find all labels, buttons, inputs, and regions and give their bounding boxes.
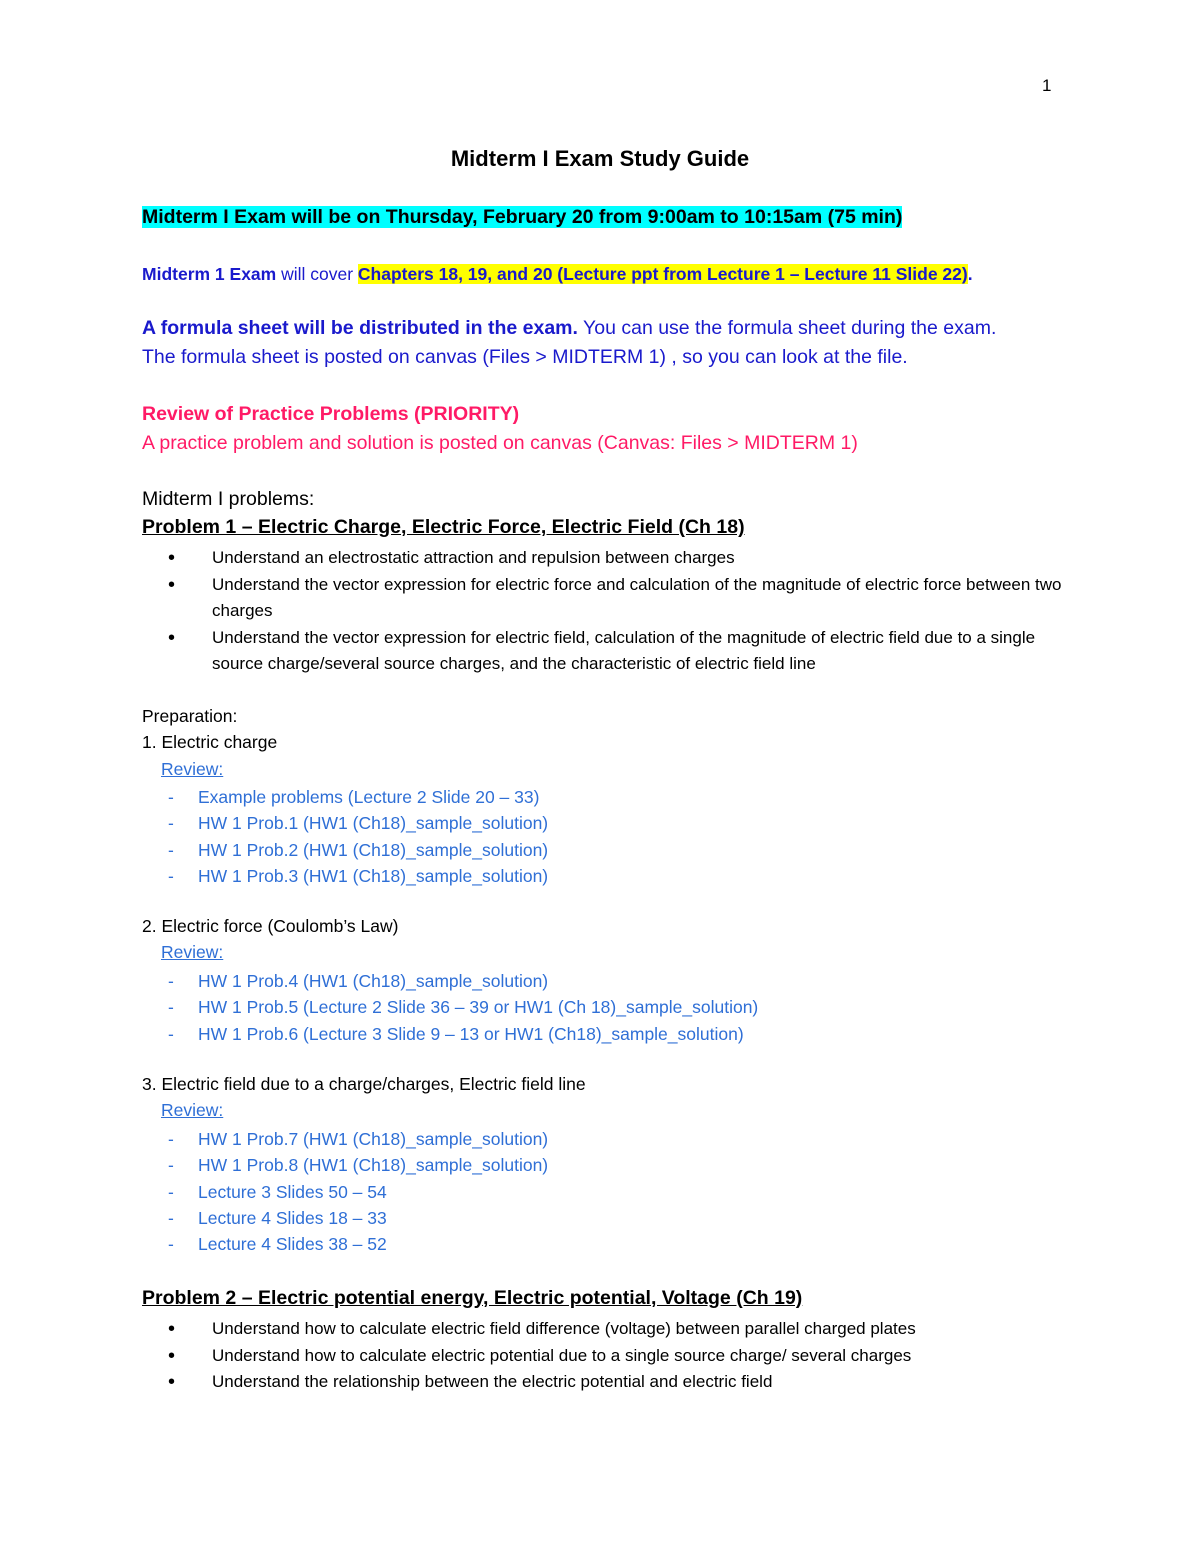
list-item[interactable]: - HW 1 Prob.4 (HW1 (Ch18)_sample_solution) — [168, 968, 758, 994]
list-item: • Understand how to calculate electric potential due to a single source charge/ several charges — [168, 1343, 1088, 1370]
practice-heading: Review of Practice Problems (PRIORITY) — [142, 403, 520, 425]
section3-review-link[interactable]: Review: — [161, 1100, 224, 1120]
section2-review-link[interactable]: Review: — [161, 942, 224, 962]
exam-date-line — [142, 206, 902, 229]
practice-text: A practice problem and solution is posted on canvas (Canvas: Files > MIDTERM 1) — [142, 432, 858, 454]
section2-items — [168, 968, 758, 1047]
exam-date-text: Midterm I Exam will be on Thursday, February 20 from 9:00am to 10:15am (75 min) — [142, 206, 903, 228]
formula-line-1 — [142, 317, 996, 340]
section3-title: 3. Electric field due to a charge/charges, Electric field line — [142, 1074, 586, 1094]
coverage-suffix: . — [967, 264, 973, 284]
list-item[interactable]: - Lecture 4 Slides 18 – 33 — [168, 1205, 548, 1231]
list-item[interactable]: - Lecture 3 Slides 50 – 54 — [168, 1179, 548, 1205]
formula-rest: You can use the formula sheet during the exam. — [577, 317, 997, 339]
list-item[interactable]: - HW 1 Prob.5 (Lecture 2 Slide 36 – 39 or HW1 (Ch 18)_sample_solution) — [168, 994, 758, 1020]
list-item: • Understand the vector expression for electric force and calculation of the magnitude of electric force between two charges — [168, 572, 1068, 625]
section1-review-link[interactable]: Review: — [161, 759, 224, 779]
list-item: • Understand the vector expression for electric field, calculation of the magnitude of electric field due to a single source charge/several source charges, and the characteristic of electric field line — [168, 625, 1068, 678]
list-item[interactable]: - HW 1 Prob.3 (HW1 (Ch18)_sample_solution) — [168, 863, 548, 889]
coverage-chapters: Chapters 18, 19, and 20 (Lecture ppt from Lecture 1 – Lecture 11 Slide 22) — [357, 264, 968, 284]
list-item: • Understand an electrostatic attraction and repulsion between charges — [168, 545, 1068, 572]
coverage-prefix: Midterm 1 Exam — [142, 264, 277, 284]
midterm-problems-label: Midterm I problems: — [142, 488, 315, 510]
problem2-heading: Problem 2 – Electric potential energy, Electric potential, Voltage (Ch 19) — [142, 1287, 803, 1309]
section1-items — [168, 784, 548, 889]
problem2-bullets — [168, 1316, 1088, 1396]
list-item: • Understand how to calculate electric field difference (voltage) between parallel charged plates — [168, 1316, 1088, 1343]
formula-line-2: The formula sheet is posted on canvas (Files > MIDTERM 1) , so you can look at the file. — [142, 346, 908, 368]
preparation-label: Preparation: — [142, 706, 238, 726]
list-item[interactable]: - HW 1 Prob.7 (HW1 (Ch18)_sample_solution) — [168, 1126, 548, 1152]
list-item[interactable]: - HW 1 Prob.8 (HW1 (Ch18)_sample_solution) — [168, 1152, 548, 1178]
list-item: • Understand the relationship between the electric potential and electric field — [168, 1369, 1088, 1396]
list-item[interactable]: - HW 1 Prob.1 (HW1 (Ch18)_sample_solution) — [168, 810, 548, 836]
problem1-heading: Problem 1 – Electric Charge, Electric Force, Electric Field (Ch 18) — [142, 516, 745, 538]
coverage-will-cover: will cover — [276, 264, 358, 284]
formula-bold: A formula sheet will be distributed in the exam. — [142, 317, 578, 339]
section3-items — [168, 1126, 548, 1257]
list-item[interactable]: - Lecture 4 Slides 38 – 52 — [168, 1231, 548, 1257]
page-number: 1 — [1042, 76, 1052, 95]
list-item[interactable]: - HW 1 Prob.2 (HW1 (Ch18)_sample_solution) — [168, 837, 548, 863]
page-title: Midterm I Exam Study Guide — [450, 146, 750, 171]
section1-title: 1. Electric charge — [142, 732, 278, 752]
section2-title: 2. Electric force (Coulomb’s Law) — [142, 916, 399, 936]
list-item[interactable]: - Example problems (Lecture 2 Slide 20 – 33) — [168, 784, 548, 810]
problem1-bullets — [168, 545, 1068, 678]
coverage-line — [142, 264, 973, 285]
list-item[interactable]: - HW 1 Prob.6 (Lecture 3 Slide 9 – 13 or HW1 (Ch18)_sample_solution) — [168, 1021, 758, 1047]
